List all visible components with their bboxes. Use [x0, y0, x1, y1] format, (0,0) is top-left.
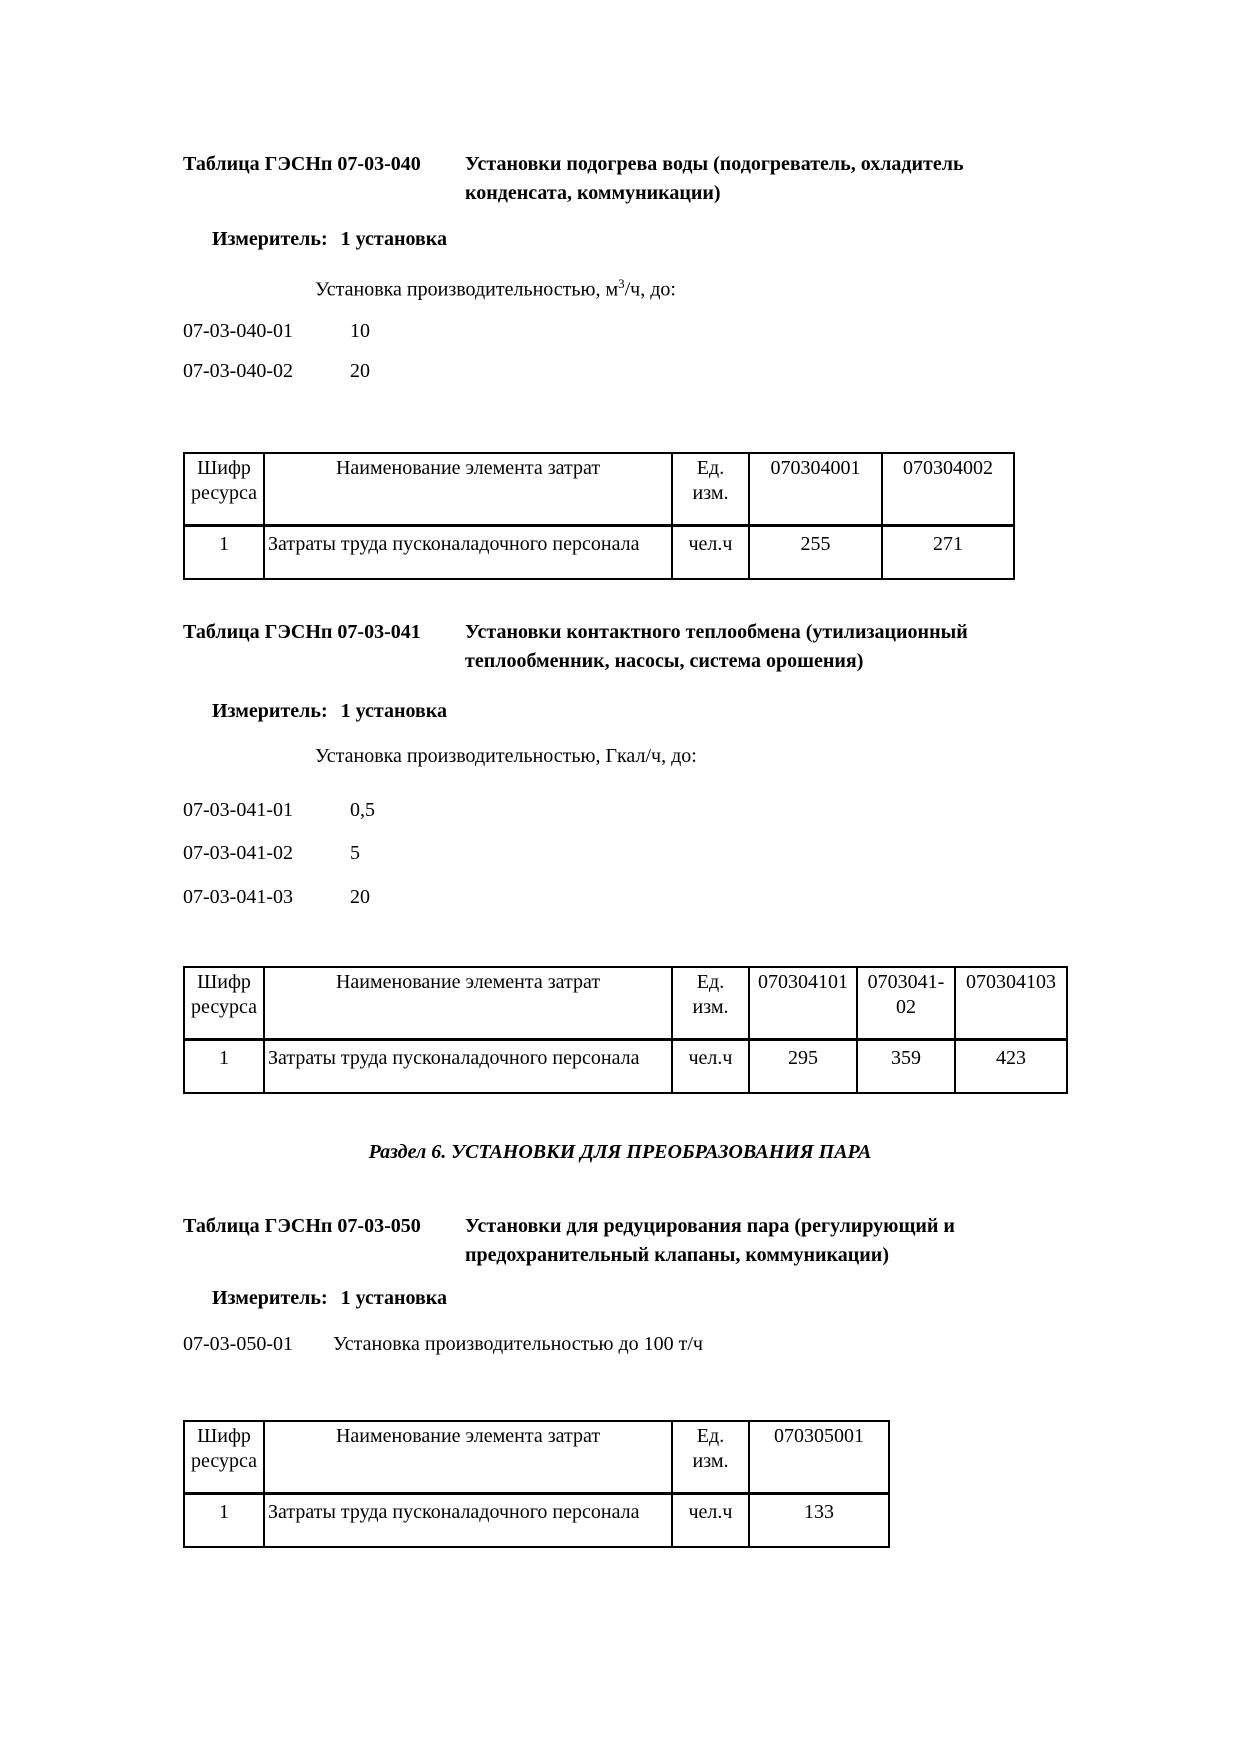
unit-cell: чел.ч — [672, 525, 749, 579]
value-cell: 423 — [955, 1039, 1067, 1093]
cost-table-data-row — [184, 1493, 889, 1547]
norm-item-description: Установка производительностью до 100 т/ч — [333, 1333, 703, 1355]
resource-number-cell: 1 — [184, 525, 264, 579]
norm-item — [183, 1333, 703, 1356]
value-cell: 295 — [749, 1039, 857, 1093]
col-header-norm-code: 0703041-02 — [857, 967, 955, 1039]
col-header-norm-code: 070304101 — [749, 967, 857, 1039]
section-6-heading: Раздел 6. УСТАНОВКИ ДЛЯ ПРЕОБРАЗОВАНИЯ ПАРА — [368, 1141, 872, 1163]
cost-table-041 — [183, 966, 1068, 1094]
value-cell: 255 — [749, 525, 882, 579]
value-cell: 133 — [749, 1493, 889, 1547]
col-header-resource-code: Шифр ресурса — [184, 1421, 264, 1493]
cost-table-050 — [183, 1420, 890, 1548]
cost-table-data-row — [184, 525, 1014, 579]
unit-cell: чел.ч — [672, 1039, 749, 1093]
value-cell: 359 — [857, 1039, 955, 1093]
capacity-line-041: Установка производительностью, Гкал/ч, до: — [315, 745, 697, 767]
norm-item-value: 10 — [350, 320, 370, 342]
col-header-unit: Ед. изм. — [672, 453, 749, 525]
norm-item-value: 0,5 — [350, 799, 375, 821]
capacity-superscript: 3 — [618, 276, 625, 291]
norm-item-value: 20 — [350, 360, 370, 382]
norm-item — [183, 320, 370, 343]
meter-line-040 — [212, 228, 447, 251]
capacity-suffix: /ч, до: — [624, 278, 676, 301]
cost-table-header-row — [184, 1421, 889, 1493]
section-050-caption — [183, 1212, 1025, 1270]
meter-value: 1 установка — [340, 700, 448, 722]
norm-item — [183, 886, 370, 909]
table-number-040: Таблица ГЭСНп 07-03-040 — [183, 153, 421, 175]
norm-item-code: 07-03-041-03 — [183, 886, 293, 908]
norm-item-value: 5 — [350, 842, 360, 864]
meter-label: Измеритель: — [212, 700, 328, 722]
norm-item — [183, 799, 375, 822]
section-041-caption — [183, 618, 1025, 676]
meter-line-050 — [212, 1287, 447, 1310]
norm-item — [183, 360, 370, 383]
cost-table-data-row — [184, 1039, 1067, 1093]
col-header-cost-element: Наименование элемента затрат — [264, 453, 672, 525]
col-header-norm-code: 070304001 — [749, 453, 882, 525]
norm-item-code: 07-03-040-01 — [183, 320, 293, 342]
col-header-norm-code: 070304103 — [955, 967, 1067, 1039]
table-number-050: Таблица ГЭСНп 07-03-050 — [183, 1215, 421, 1237]
table-title-041: Установки контактного теплообмена (утилизационный теплообменник, насосы, система орошения) — [465, 621, 968, 672]
table-title-050: Установки для редуцирования пара (регулирующий и предохранительный клапаны, коммуникации) — [465, 1215, 955, 1266]
col-header-unit: Ед. изм. — [672, 967, 749, 1039]
meter-value: 1 установка — [340, 1287, 448, 1309]
meter-value: 1 установка — [340, 228, 448, 250]
section-040-caption — [183, 150, 1025, 208]
norm-item-code: 07-03-040-02 — [183, 360, 293, 382]
norm-item-code: 07-03-041-02 — [183, 842, 293, 864]
cost-table-header-row — [184, 453, 1014, 525]
norm-item — [183, 842, 360, 865]
capacity-line-040 — [315, 272, 676, 302]
unit-cell: чел.ч — [672, 1493, 749, 1547]
capacity-prefix: Установка производительностью, м — [315, 278, 619, 301]
cost-element-cell: Затраты труда пусконаладочного персонала — [264, 1039, 672, 1093]
col-header-norm-code: 070305001 — [749, 1421, 889, 1493]
col-header-unit: Ед. изм. — [672, 1421, 749, 1493]
norm-item-code: 07-03-041-01 — [183, 799, 293, 821]
meter-line-041 — [212, 700, 447, 723]
col-header-resource-code: Шифр ресурса — [184, 967, 264, 1039]
col-header-cost-element: Наименование элемента затрат — [264, 1421, 672, 1493]
col-header-resource-code: Шифр ресурса — [184, 453, 264, 525]
col-header-norm-code: 070304002 — [882, 453, 1014, 525]
resource-number-cell: 1 — [184, 1493, 264, 1547]
cost-element-cell: Затраты труда пусконаладочного персонала — [264, 525, 672, 579]
cost-table-header-row — [184, 967, 1067, 1039]
norm-item-value: 20 — [350, 886, 370, 908]
resource-number-cell: 1 — [184, 1039, 264, 1093]
value-cell: 271 — [882, 525, 1014, 579]
cost-table-040 — [183, 452, 1015, 580]
cost-element-cell: Затраты труда пусконаладочного персонала — [264, 1493, 672, 1547]
table-title-040: Установки подогрева воды (подогреватель, охладитель конденсата, коммуникации) — [465, 153, 964, 204]
table-number-041: Таблица ГЭСНп 07-03-041 — [183, 621, 421, 643]
meter-label: Измеритель: — [212, 1287, 328, 1309]
meter-label: Измеритель: — [212, 228, 328, 250]
norm-item-code: 07-03-050-01 — [183, 1333, 293, 1355]
col-header-cost-element: Наименование элемента затрат — [264, 967, 672, 1039]
